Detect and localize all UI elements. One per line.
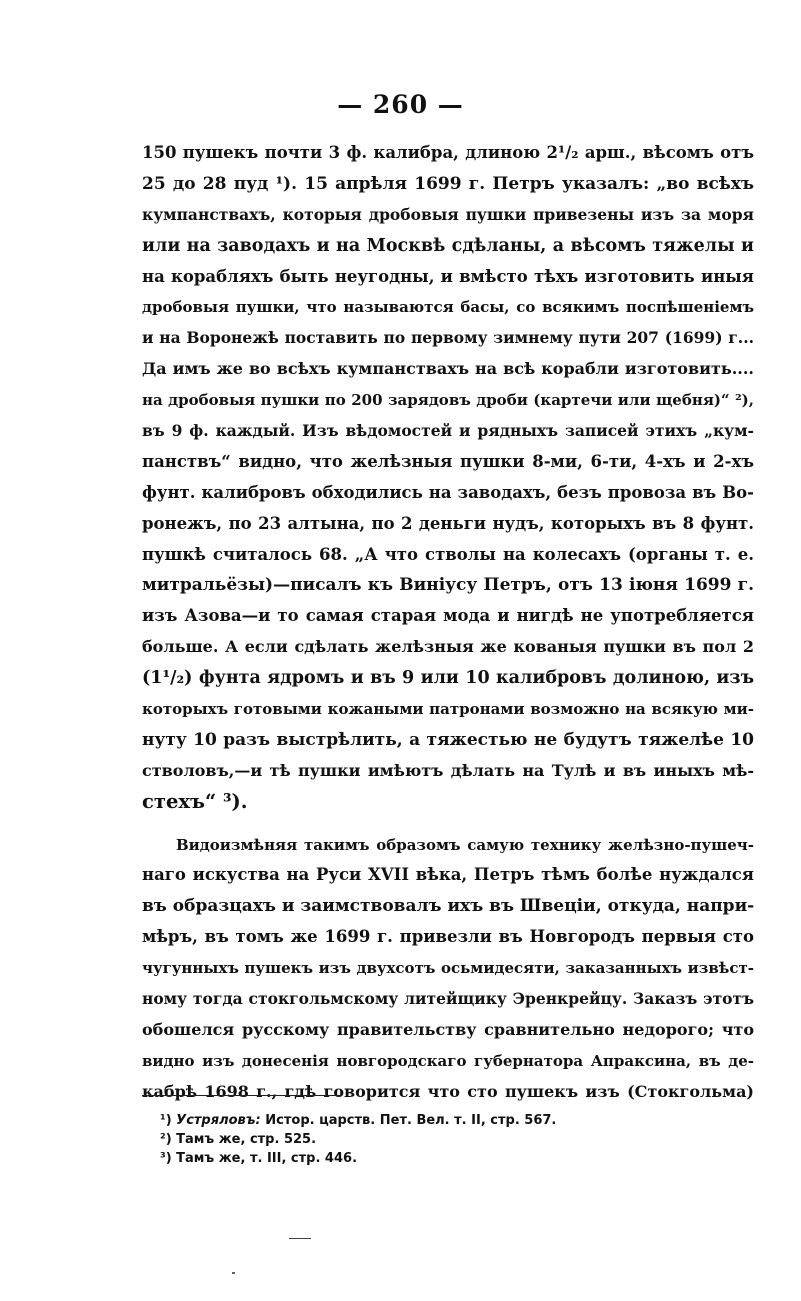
text-line: 150 пушекъ почти 3 ф. калибра, длиною 2¹/₂ арш., вѣсомъ отъ (142, 143, 754, 162)
text-line: въ образцахъ и заимствовалъ ихъ въ Швеціи, откуда, напри- (142, 896, 755, 917)
text-line: ному тогда стокгольмскому литейщику Эренкрейцу. Заказъ этотъ (142, 989, 754, 1009)
footnote-text: Тамъ же, т. III, стр. 446. (171, 1151, 358, 1166)
text-line: больше. А если сдѣлать желѣзныя же кованыя пушки въ пол 2 (142, 637, 754, 657)
footnote (160, 1111, 720, 1130)
text-line: наго искуства на Руси XVII вѣка, Петръ тѣмъ болѣе нуждался (142, 865, 754, 885)
text-line: кумпанствахъ, которыя дробовыя пушки привезены изъ за моря (142, 204, 754, 224)
text-line: панствъ“ видно, что желѣзныя пушки 8-ми, 6-ти, 4-хъ и 2-хъ (142, 451, 754, 471)
body-text (142, 138, 754, 1108)
footnote-text: Истор. царств. Пет. Вел. т. II, стр. 567. (260, 1113, 557, 1128)
text-line: чугунныхъ пушекъ изъ двухсотъ осьмидесяти, заказанныхъ извѣст- (142, 959, 754, 978)
text-line: или на заводахъ и на Москвѣ сдѣланы, а вѣсомъ тяжелы и (142, 235, 754, 256)
footnote-marker: ³) (160, 1151, 172, 1166)
footnote (160, 1149, 720, 1168)
text-line: Да имъ же во всѣхъ кумпанствахъ на всѣ корабли изготовить.... (142, 359, 754, 379)
footnote-text: Тамъ же, стр. 525. (171, 1132, 317, 1147)
text-line: (1¹/₂) фунта ядромъ и въ 9 или 10 калибровъ долиною, изъ (142, 668, 754, 689)
text-line: кабрѣ 1698 г., гдѣ говорится что сто пушекъ изъ (Стокгольма) (142, 1081, 754, 1101)
text-line: изъ Азова—и то самая старая мода и нигдѣ не употребляется (142, 606, 754, 626)
bottom-rule-mark (289, 1238, 311, 1239)
text-line: Видоизмѣняя такимъ образомъ самую технику желѣзно-пушеч- (176, 835, 754, 854)
text-line: дробовыя пушки, что называются басы, со всякимъ поспѣшеніемъ (142, 298, 754, 317)
text-line: ронежъ, по 23 алтына, по 2 деньги нудъ, которыхъ въ 8 фунт. (142, 513, 754, 533)
text-line: обошелся русскому правительству сравнительно недорого; что (142, 1019, 754, 1039)
text-line: мѣръ, въ томъ же 1699 г. привезли въ Новгородъ первыя сто (142, 927, 754, 947)
print-speck (232, 1272, 235, 1274)
text-line: стехъ“ ³). (142, 789, 248, 813)
footnote-marker: ²) (160, 1132, 172, 1147)
text-line: нуту 10 разъ выстрѣлить, а тяжестью не будутъ тяжелѣе 10 (142, 729, 754, 750)
text-line: и на Воронежѣ поставить по первому зимнему пути 207 (1699) г... (142, 328, 754, 348)
footnote (160, 1130, 720, 1149)
text-line: на корабляхъ быть неугодны, и вмѣсто тѣхъ изготовить иныя (142, 266, 754, 286)
text-line: которыхъ готовыми кожаными патронами возможно на всякую ми- (142, 700, 754, 719)
text-line: митральёзы)—писалъ къ Виніусу Петръ, отъ 13 іюня 1699 г. (142, 575, 754, 596)
text-line: 25 до 28 пуд ¹). 15 апрѣля 1699 г. Петръ указалъ: „во всѣхъ (142, 173, 754, 194)
footnote-author: Устряловъ: (176, 1113, 261, 1128)
text-line: пушкѣ считалось 68. „А что стволы на колесахъ (органы т. е. (142, 544, 754, 564)
footnote-divider (142, 1095, 342, 1096)
footnotes (160, 1111, 720, 1168)
text-line: на дробовыя пушки по 200 зарядовъ дроби (картечи или щебня)“ ²), (142, 391, 754, 410)
page-number: — 260 — (337, 90, 464, 119)
text-line: фунт. калибровъ обходились на заводахъ, безъ провоза въ Во- (142, 482, 754, 502)
footnote-marker: ¹) (160, 1113, 172, 1128)
paragraph-gap (142, 818, 754, 830)
text-line: видно изъ донесенія новгородскаго губернатора Апраксина, въ де- (142, 1051, 754, 1070)
text-line: въ 9 ф. каждый. Изъ вѣдомостей и рядныхъ записей этихъ „кум- (142, 421, 754, 441)
text-line: стволовъ,—и тѣ пушки имѣютъ дѣлать на Тулѣ и въ иныхъ мѣ- (142, 760, 754, 780)
